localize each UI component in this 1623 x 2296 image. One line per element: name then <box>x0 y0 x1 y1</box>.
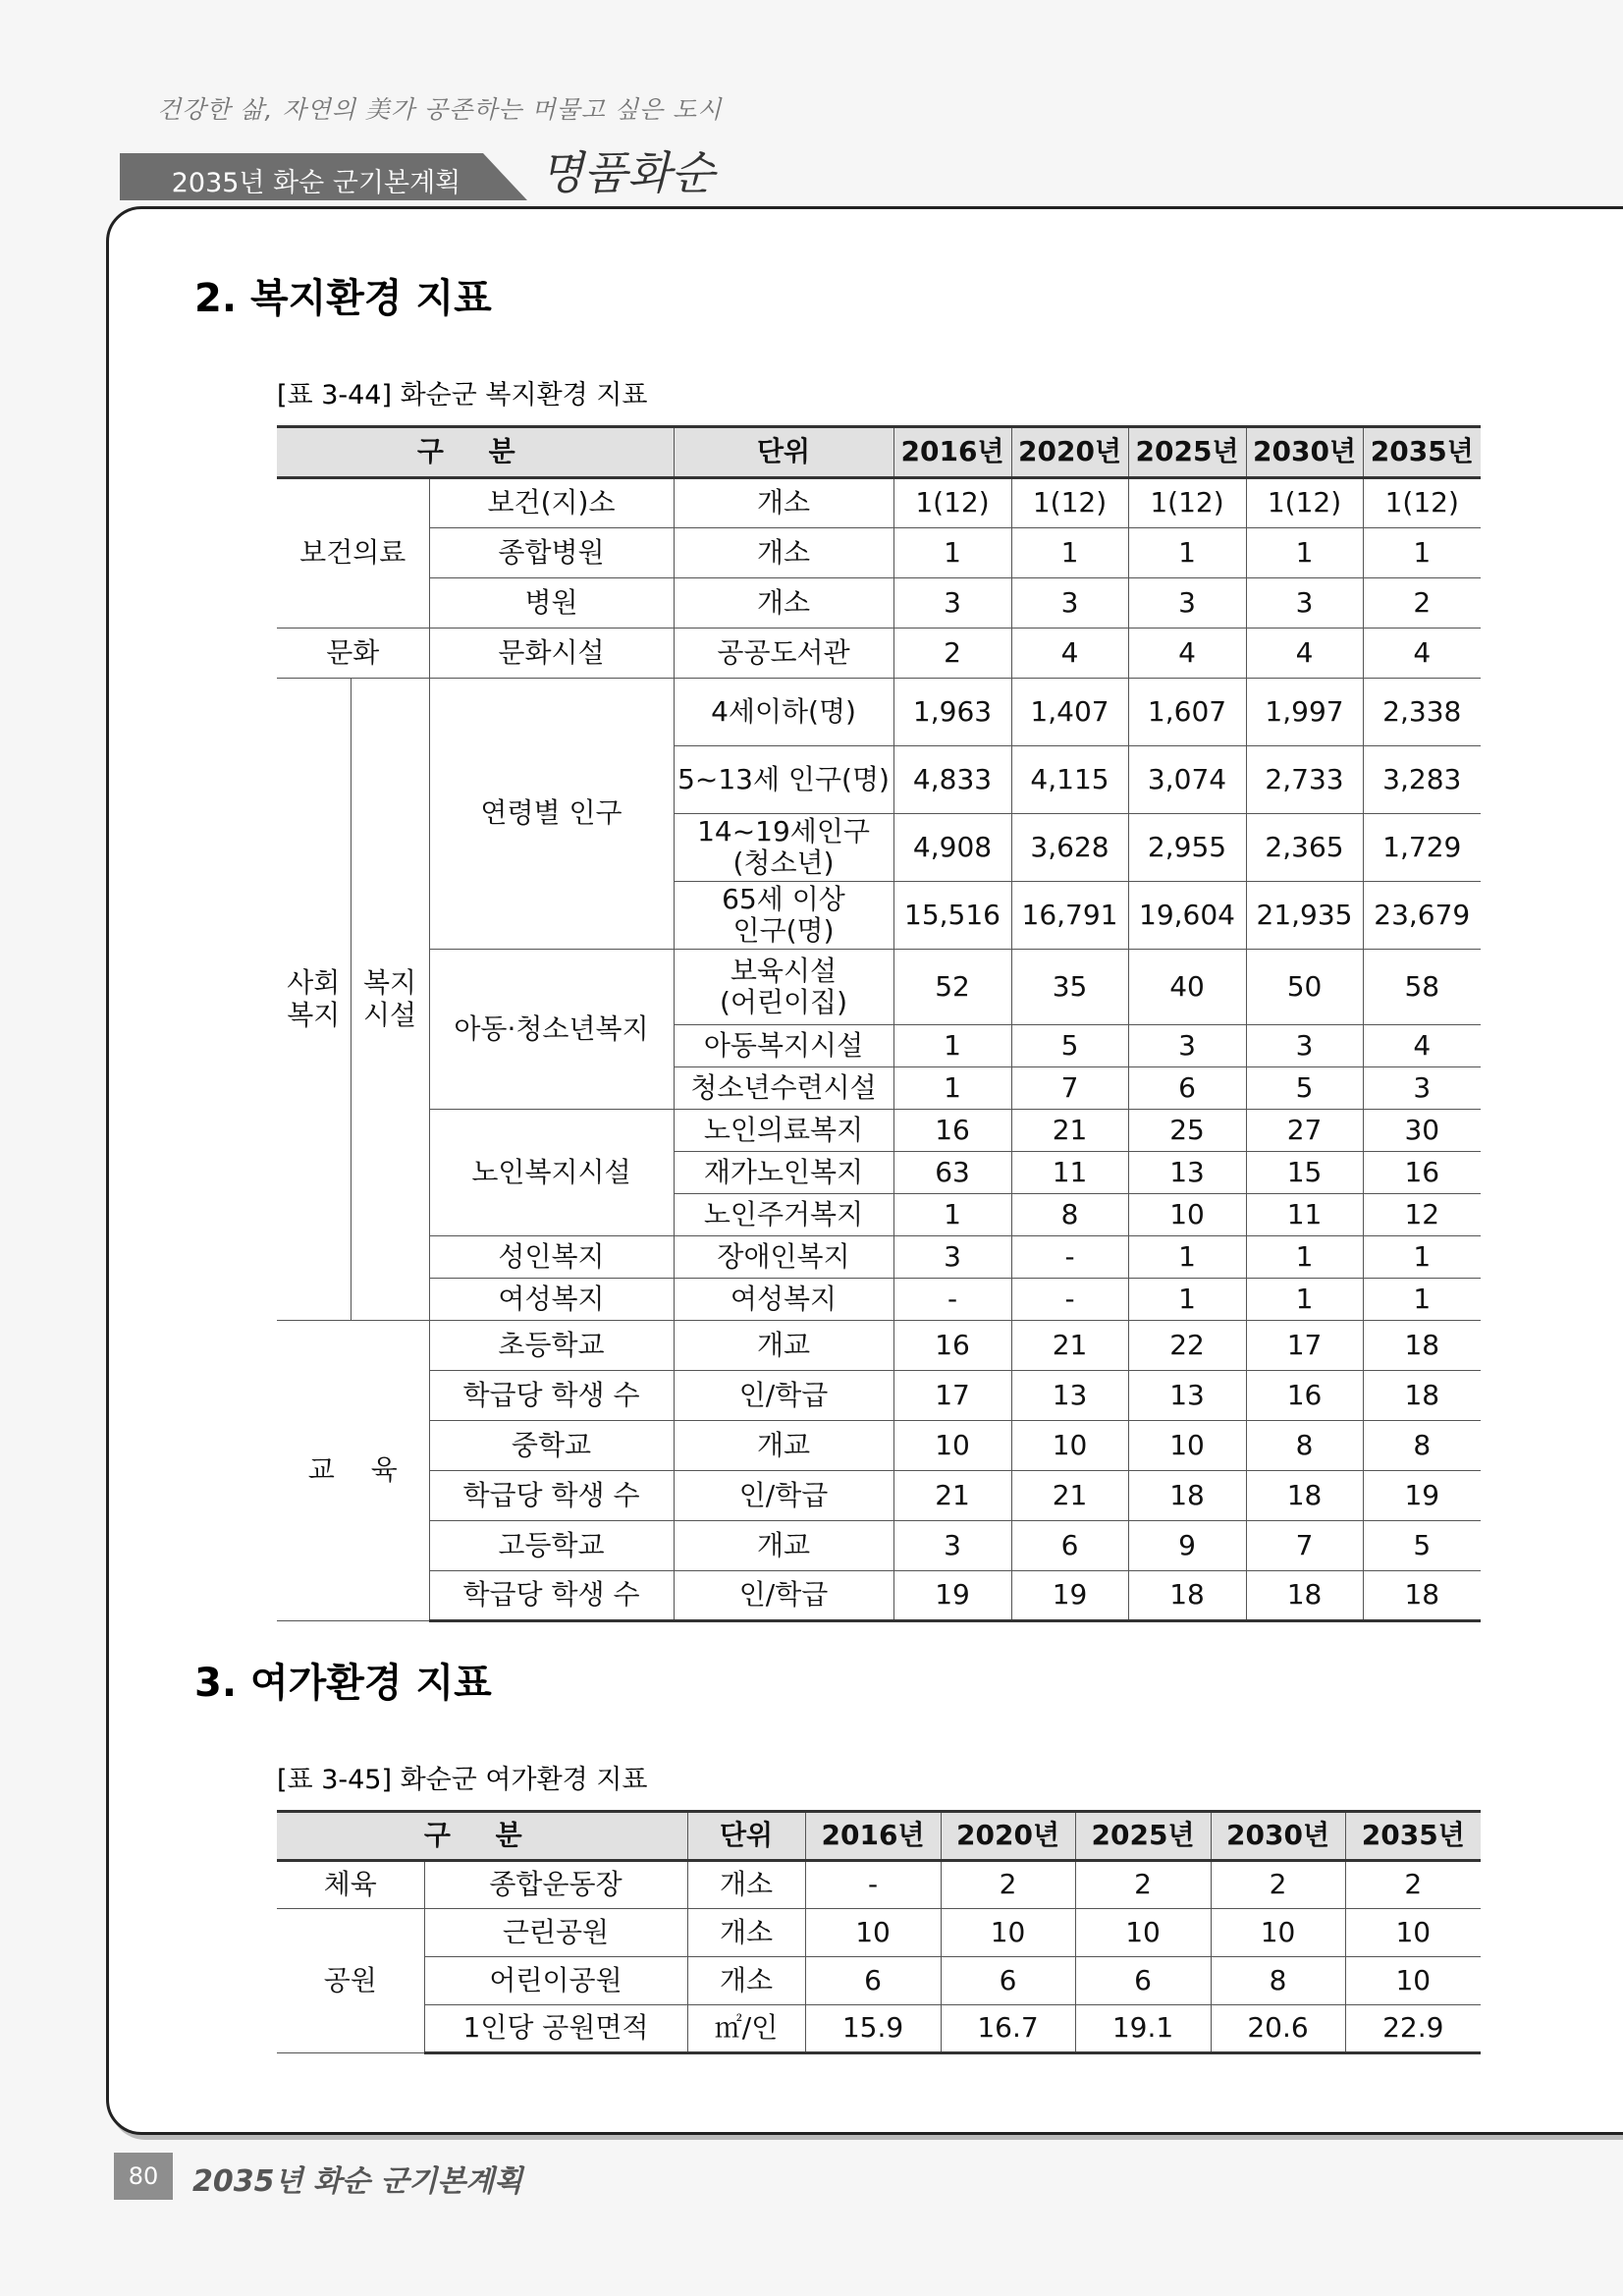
item-label: 1인당 공원면적 <box>424 2005 687 2053</box>
value-cell: - <box>893 1279 1011 1321</box>
value-cell: 8 <box>1246 1421 1363 1471</box>
unit-cell: 4세이하(명) <box>674 679 893 746</box>
value-cell: 15,516 <box>893 882 1011 950</box>
unit-cell: 인/학급 <box>674 1571 893 1621</box>
page-number: 80 <box>114 2153 173 2200</box>
unit-cell: 장애인복지 <box>674 1236 893 1279</box>
unit-cell: 개소 <box>674 528 893 578</box>
value-cell: 17 <box>893 1371 1011 1421</box>
item-label: 성인복지 <box>429 1236 674 1279</box>
value-cell: 2,365 <box>1246 814 1363 882</box>
leisure-indicator-table <box>277 1810 1481 2054</box>
header-year: 2016년 <box>805 1812 941 1861</box>
value-cell: 7 <box>1246 1521 1363 1571</box>
item-label: 학급당 학생 수 <box>429 1571 674 1621</box>
value-cell: 2 <box>893 629 1011 679</box>
value-cell: 19 <box>893 1571 1011 1621</box>
value-cell: 21,935 <box>1246 882 1363 950</box>
document-title: 2035년 화순 군기본계획 <box>171 168 461 198</box>
value-cell: 11 <box>1246 1194 1363 1236</box>
value-cell: 25 <box>1128 1110 1246 1152</box>
value-cell: 4,908 <box>893 814 1011 882</box>
item-label: 보건(지)소 <box>429 478 674 528</box>
value-cell: 22 <box>1128 1321 1246 1371</box>
group-label: 교 육 <box>277 1321 429 1621</box>
value-cell: 4 <box>1363 629 1481 679</box>
unit-cell: 개소 <box>687 1957 805 2005</box>
value-cell: 13 <box>1011 1371 1128 1421</box>
value-cell: 50 <box>1246 950 1363 1025</box>
footer-title: 2035년 화순 군기본계획 <box>192 2164 523 2199</box>
header-year: 2020년 <box>1011 427 1128 478</box>
value-cell: 2 <box>1363 578 1481 629</box>
value-cell: 3 <box>893 1236 1011 1279</box>
value-cell: 6 <box>1011 1521 1128 1571</box>
header-unit: 단위 <box>674 427 893 478</box>
value-cell: 15 <box>1246 1152 1363 1194</box>
value-cell: 3 <box>893 1521 1011 1571</box>
unit-cell: 노인의료복지 <box>674 1110 893 1152</box>
unit-cell: 보육시설 (어린이집) <box>674 950 893 1025</box>
value-cell: 1 <box>1011 528 1128 578</box>
value-cell: 19.1 <box>1075 2005 1211 2053</box>
value-cell: 27 <box>1246 1110 1363 1152</box>
item-label: 여성복지 <box>429 1279 674 1321</box>
value-cell: 1 <box>1363 528 1481 578</box>
value-cell: 1 <box>1128 528 1246 578</box>
value-cell: 4 <box>1128 629 1246 679</box>
value-cell: 6 <box>1128 1067 1246 1110</box>
value-cell: 10 <box>1345 1957 1481 2005</box>
unit-cell: 개소 <box>674 478 893 528</box>
unit-cell: 개소 <box>674 578 893 629</box>
value-cell: 10 <box>1128 1421 1246 1471</box>
value-cell: 10 <box>893 1421 1011 1471</box>
header-year: 2035년 <box>1345 1812 1481 1861</box>
value-cell: 40 <box>1128 950 1246 1025</box>
value-cell: 16,791 <box>1011 882 1128 950</box>
unit-cell: 5~13세 인구(명) <box>674 746 893 814</box>
document-title-tab <box>120 153 532 200</box>
welfare-indicator-table <box>277 425 1481 1622</box>
value-cell: 1 <box>1363 1279 1481 1321</box>
subgroup-label: 노인복지시설 <box>429 1110 674 1236</box>
header-year: 2030년 <box>1211 1812 1345 1861</box>
value-cell: 2 <box>1211 1861 1345 1909</box>
item-label: 종합운동장 <box>424 1861 687 1909</box>
unit-cell: 개소 <box>687 1909 805 1957</box>
value-cell: 4 <box>1246 629 1363 679</box>
value-cell: 1,607 <box>1128 679 1246 746</box>
group-label: 사회 복지 <box>277 679 351 1321</box>
value-cell: 5 <box>1363 1521 1481 1571</box>
value-cell: 1 <box>893 1067 1011 1110</box>
value-cell: 1 <box>893 528 1011 578</box>
unit-cell: 재가노인복지 <box>674 1152 893 1194</box>
value-cell: 2 <box>941 1861 1075 1909</box>
item-label: 문화시설 <box>429 629 674 679</box>
value-cell: 3,628 <box>1011 814 1128 882</box>
header-year: 2025년 <box>1075 1812 1211 1861</box>
value-cell: 9 <box>1128 1521 1246 1571</box>
item-label: 학급당 학생 수 <box>429 1371 674 1421</box>
value-cell: 17 <box>1246 1321 1363 1371</box>
value-cell: 4 <box>1011 629 1128 679</box>
value-cell: 10 <box>1075 1909 1211 1957</box>
value-cell: 1(12) <box>1363 478 1481 528</box>
value-cell: 1 <box>1128 1279 1246 1321</box>
header-unit: 단위 <box>687 1812 805 1861</box>
value-cell: 19 <box>1363 1471 1481 1521</box>
group-label: 체육 <box>277 1861 424 1909</box>
header-gubun: 구 분 <box>277 427 674 478</box>
value-cell: 18 <box>1128 1471 1246 1521</box>
unit-cell: ㎡/인 <box>687 2005 805 2053</box>
item-label: 중학교 <box>429 1421 674 1471</box>
value-cell: 30 <box>1363 1110 1481 1152</box>
logo: 명품화순 <box>540 146 715 199</box>
value-cell: - <box>1011 1279 1128 1321</box>
value-cell: 3 <box>1128 1025 1246 1067</box>
group-label: 보건의료 <box>277 478 429 629</box>
value-cell: 5 <box>1246 1067 1363 1110</box>
value-cell: 1 <box>893 1025 1011 1067</box>
value-cell: 10 <box>805 1909 941 1957</box>
header-year: 2020년 <box>941 1812 1075 1861</box>
value-cell: 16 <box>893 1321 1011 1371</box>
unit-cell: 아동복지시설 <box>674 1025 893 1067</box>
value-cell: 6 <box>941 1957 1075 2005</box>
header-year: 2025년 <box>1128 427 1246 478</box>
unit-cell: 개소 <box>687 1861 805 1909</box>
value-cell: 10 <box>1128 1194 1246 1236</box>
value-cell: 3,283 <box>1363 746 1481 814</box>
subgroup-label: 복지 시설 <box>351 679 429 1321</box>
unit-cell: 개교 <box>674 1421 893 1471</box>
value-cell: 21 <box>1011 1471 1128 1521</box>
subgroup-label: 아동·청소년복지 <box>429 950 674 1110</box>
value-cell: 2 <box>1075 1861 1211 1909</box>
header-year: 2016년 <box>893 427 1011 478</box>
value-cell: 21 <box>893 1471 1011 1521</box>
value-cell: 18 <box>1363 1571 1481 1621</box>
value-cell: 3 <box>1246 1025 1363 1067</box>
header-year: 2035년 <box>1363 427 1481 478</box>
value-cell: 22.9 <box>1345 2005 1481 2053</box>
value-cell: 3 <box>1128 578 1246 629</box>
value-cell: 1(12) <box>1128 478 1246 528</box>
value-cell: 1 <box>1363 1236 1481 1279</box>
item-label: 학급당 학생 수 <box>429 1471 674 1521</box>
value-cell: 3 <box>893 578 1011 629</box>
value-cell: 3 <box>1011 578 1128 629</box>
value-cell: 2,733 <box>1246 746 1363 814</box>
value-cell: 8 <box>1363 1421 1481 1471</box>
item-label: 초등학교 <box>429 1321 674 1371</box>
value-cell: 2,338 <box>1363 679 1481 746</box>
value-cell: 1 <box>1246 1279 1363 1321</box>
value-cell: 16 <box>893 1110 1011 1152</box>
value-cell: 1,963 <box>893 679 1011 746</box>
section-heading-leisure: 3. 여가환경 지표 <box>194 1661 492 1706</box>
header-gubun: 구 분 <box>277 1812 687 1861</box>
unit-cell: 인/학급 <box>674 1371 893 1421</box>
item-label: 고등학교 <box>429 1521 674 1571</box>
value-cell: 16.7 <box>941 2005 1075 2053</box>
value-cell: 13 <box>1128 1152 1246 1194</box>
header-year: 2030년 <box>1246 427 1363 478</box>
value-cell: 1,997 <box>1246 679 1363 746</box>
unit-cell: 청소년수련시설 <box>674 1067 893 1110</box>
value-cell: 10 <box>1345 1909 1481 1957</box>
value-cell: 1 <box>893 1194 1011 1236</box>
value-cell: 21 <box>1011 1110 1128 1152</box>
value-cell: 1 <box>1246 1236 1363 1279</box>
unit-cell: 개교 <box>674 1521 893 1571</box>
value-cell: 1 <box>1246 528 1363 578</box>
value-cell: 18 <box>1363 1321 1481 1371</box>
unit-cell: 개교 <box>674 1321 893 1371</box>
value-cell: 58 <box>1363 950 1481 1025</box>
unit-cell: 65세 이상 인구(명) <box>674 882 893 950</box>
value-cell: - <box>805 1861 941 1909</box>
value-cell: 2,955 <box>1128 814 1246 882</box>
value-cell: 19 <box>1011 1571 1128 1621</box>
value-cell: 1,407 <box>1011 679 1128 746</box>
value-cell: 4 <box>1363 1025 1481 1067</box>
value-cell: 18 <box>1128 1571 1246 1621</box>
value-cell: 1(12) <box>893 478 1011 528</box>
group-label: 문화 <box>277 629 429 679</box>
item-label: 종합병원 <box>429 528 674 578</box>
item-label: 병원 <box>429 578 674 629</box>
value-cell: 11 <box>1011 1152 1128 1194</box>
value-cell: 20.6 <box>1211 2005 1345 2053</box>
table-caption-leisure: [표 3-45] 화순군 여가환경 지표 <box>277 1765 648 1795</box>
value-cell: 12 <box>1363 1194 1481 1236</box>
value-cell: 13 <box>1128 1371 1246 1421</box>
unit-cell: 인/학급 <box>674 1471 893 1521</box>
value-cell: 8 <box>1211 1957 1345 2005</box>
value-cell: 63 <box>893 1152 1011 1194</box>
value-cell: 18 <box>1246 1471 1363 1521</box>
table-caption-welfare: [표 3-44] 화순군 복지환경 지표 <box>277 380 648 410</box>
value-cell: 7 <box>1011 1067 1128 1110</box>
value-cell: 10 <box>941 1909 1075 1957</box>
value-cell: 10 <box>1011 1421 1128 1471</box>
unit-cell: 공공도서관 <box>674 629 893 679</box>
subgroup-label: 연령별 인구 <box>429 679 674 950</box>
value-cell: 35 <box>1011 950 1128 1025</box>
unit-cell: 노인주거복지 <box>674 1194 893 1236</box>
value-cell: 1(12) <box>1246 478 1363 528</box>
value-cell: 1,729 <box>1363 814 1481 882</box>
value-cell: 23,679 <box>1363 882 1481 950</box>
slogan: 건강한 삶, 자연의 美가 공존하는 머물고 싶은 도시 <box>157 95 723 124</box>
group-label: 공원 <box>277 1909 424 2053</box>
item-label: 어린이공원 <box>424 1957 687 2005</box>
value-cell: 2 <box>1345 1861 1481 1909</box>
value-cell: - <box>1011 1236 1128 1279</box>
value-cell: 6 <box>1075 1957 1211 2005</box>
value-cell: 5 <box>1011 1025 1128 1067</box>
value-cell: 52 <box>893 950 1011 1025</box>
value-cell: 10 <box>1211 1909 1345 1957</box>
value-cell: 21 <box>1011 1321 1128 1371</box>
value-cell: 3,074 <box>1128 746 1246 814</box>
section-heading-welfare: 2. 복지환경 지표 <box>194 276 492 321</box>
value-cell: 3 <box>1246 578 1363 629</box>
value-cell: 1 <box>1128 1236 1246 1279</box>
value-cell: 4,115 <box>1011 746 1128 814</box>
unit-cell: 여성복지 <box>674 1279 893 1321</box>
value-cell: 18 <box>1363 1371 1481 1421</box>
unit-cell: 14~19세인구 (청소년) <box>674 814 893 882</box>
value-cell: 16 <box>1246 1371 1363 1421</box>
value-cell: 6 <box>805 1957 941 2005</box>
value-cell: 8 <box>1011 1194 1128 1236</box>
value-cell: 18 <box>1246 1571 1363 1621</box>
value-cell: 15.9 <box>805 2005 941 2053</box>
value-cell: 4,833 <box>893 746 1011 814</box>
item-label: 근린공원 <box>424 1909 687 1957</box>
value-cell: 3 <box>1363 1067 1481 1110</box>
value-cell: 1(12) <box>1011 478 1128 528</box>
value-cell: 19,604 <box>1128 882 1246 950</box>
value-cell: 16 <box>1363 1152 1481 1194</box>
